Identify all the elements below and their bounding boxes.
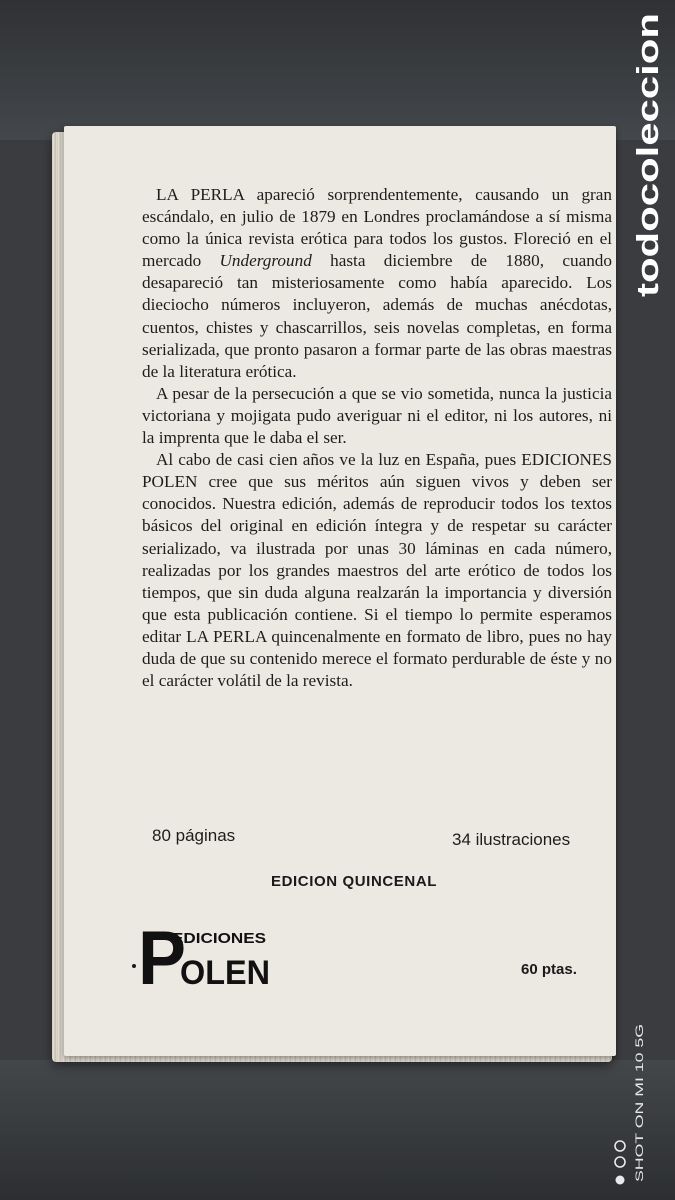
logo-line-ediciones: EDICIONES [172, 930, 266, 947]
logo-line-olen: OLEN [180, 954, 270, 992]
camera-dot-icon [616, 1176, 625, 1185]
camera-ring-icon [615, 1157, 625, 1167]
svg-text:SHOT ON MI 10 5G: SHOT ON MI 10 5G [633, 1083, 646, 1182]
publisher-logo [130, 900, 280, 995]
background-top [0, 0, 675, 140]
watermark-text [630, 10, 670, 300]
blurb-paragraph-3: Al cabo de casi cien años ve la luz en España, pues EDICIONES POLEN cree que sus méritos aún siguen vivos y deben ser conocidos. Nuestra edición, además de reproducir todos los textos básicos del original en edición íntegra y de respetar su carácter serializado, va ilustrada por unas 30 láminas en cada número, realizadas por los grandes maestros del arte erótico de todos los tiempos, que sin duda alguna realzarán la importancia y diversión que esta publicación contiene. Si el tiempo lo permite esperamos editar LA PERLA quincenalmente en formato de libro, pues no hay duda de que su contenido merece el formato perdurable de éste y no el carácter volátil de la revista. [142, 450, 612, 691]
edition-type-label: EDICION QUINCENAL [271, 873, 438, 890]
page-count-label: 80 páginas [152, 826, 236, 845]
illustration-count-label: 34 ilustraciones [452, 830, 571, 849]
magazine-title: LA PERLA [156, 185, 245, 204]
blurb-paragraph-2: A pesar de la persecución a que se vio sometida, nunca la justicia victoriana y mojigata pudo averiguar ni el editor, ni los autores, ni la imprenta que le daba el ser. [142, 383, 612, 448]
logo-initial: P [138, 916, 186, 995]
blurb-text [142, 184, 612, 692]
price-label: 60 ptas. [521, 961, 577, 978]
camera-ring-icon-2 [615, 1141, 625, 1151]
svg-text:todocoleccion: todocoleccion [630, 86, 666, 297]
emphasis-underground: Underground [219, 251, 312, 271]
camera-watermark [602, 1000, 652, 1190]
blurb-paragraph-1: LA PERLA apareció sorprendentemente, causando un gran escándalo, en julio de 1879 en Londres proclamándose a sí misma como la única revista erótica para todos los gustos. Floreció en el mercado Underground hasta diciembre de 1880, cuando desapareció tan misteriosamente como había aparecido. Los dieciocho números incluyeron, además de muchas anécdotas, cuentos, chistes y chascarrillos, seis novelas completas, en forma serializada, que pronto pasaron a formar parte de las obras maestras de la literatura erótica. [142, 185, 613, 381]
background-bottom [0, 1060, 675, 1200]
